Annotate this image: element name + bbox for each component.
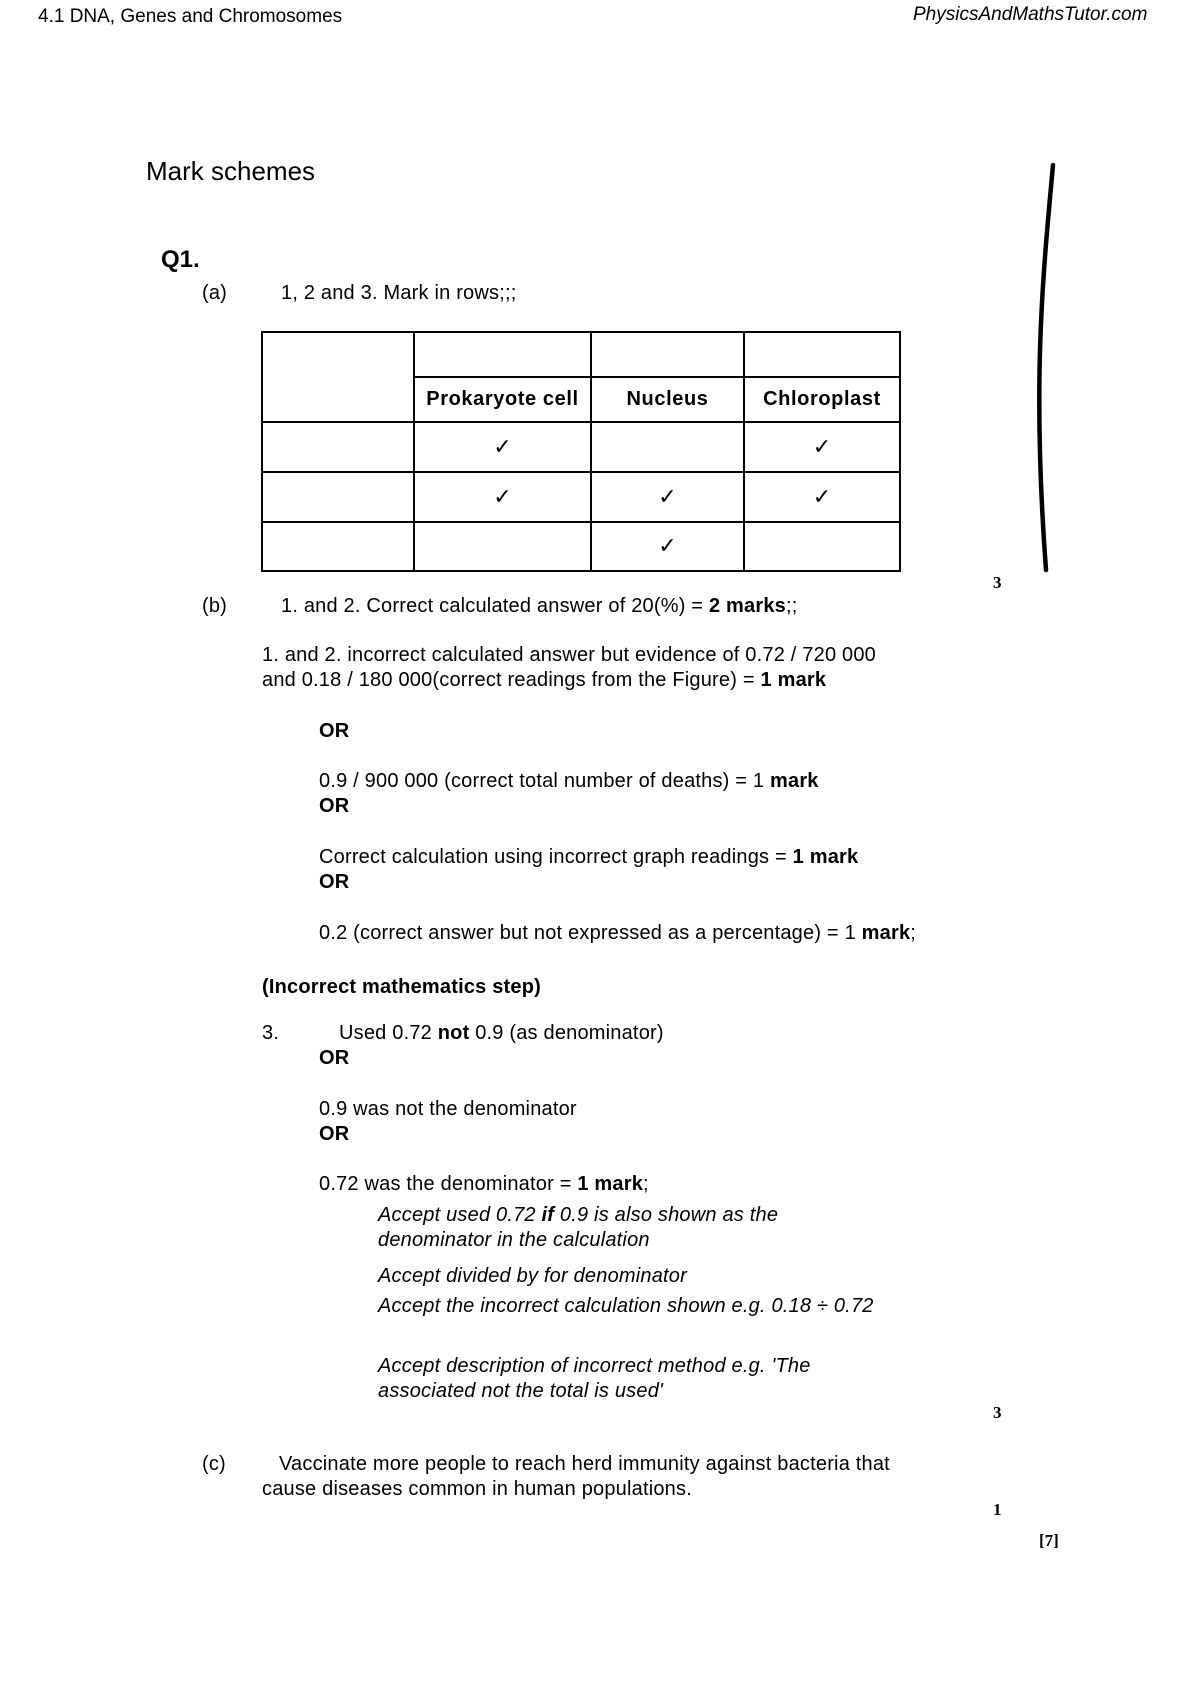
total-marks: [7] [1039,1531,1059,1550]
table-cell [591,422,744,472]
table-row [262,472,900,522]
table-top-cell [591,332,744,377]
table-cell [744,522,900,571]
part-b-para4: 0.2 (correct answer but not expressed as a percentage) = 1 mark; [319,922,917,944]
alt-text-1: 0.9 was not the denominator [319,1098,577,1120]
part-b-line1: 1. and 2. Correct calculated answer of 20(%) = 2 marks;; [281,595,798,617]
part-a-label: (a) [202,282,228,304]
check-icon: ✓ [812,484,832,510]
table-row [262,522,900,571]
part-b-marks: 3 [993,1403,1002,1422]
table-top-cell [744,332,900,377]
table-cell [744,422,900,472]
part-b-para2: 0.9 / 900 000 (correct total number of deaths) = 1 mark [319,770,819,792]
accept-note-2: Accept divided by for denominator [378,1265,687,1287]
part-a-text: 1, 2 and 3. Mark in rows;;; [281,282,517,304]
table-cell [414,522,591,571]
header-left: 4.1 DNA, Genes and Chromosomes [38,6,343,27]
or-label: OR [319,795,350,817]
or-label: OR [319,871,350,893]
part-b-para1: 1. and 2. incorrect calculated answer but evidence of 0.72 / 720 000 and 0.18 / 180 000(correct readings from the Figure) = 1 mark [262,644,876,691]
check-icon: ✓ [493,434,512,460]
table-cell [591,472,744,522]
check-icon: ✓ [658,484,677,510]
table-cell [591,522,744,571]
accept-note-1: Accept used 0.72 if 0.9 is also shown as the denominator in the calculation [378,1204,779,1251]
page-title: Mark schemes [146,156,316,186]
accept-note-4: Accept description of incorrect method e.g. 'The associated not the total is used' [378,1355,811,1402]
table-cell [414,472,591,522]
or-label: OR [319,1047,350,1069]
part-a-marks: 3 [993,573,1002,592]
table-cell [262,522,414,571]
or-label: OR [319,1123,350,1145]
part-b-para3: Correct calculation using incorrect graph readings = 1 mark [319,846,859,868]
step-number: 3. [262,1022,280,1044]
part-c-marks: 1 [993,1500,1002,1519]
alt-text-2: 0.72 was the denominator = 1 mark; [319,1173,649,1195]
check-icon: ✓ [493,484,512,510]
table-top-cell [414,332,591,377]
or-label: OR [319,720,350,742]
table-cell [744,472,900,522]
table-header-chloroplast: Chloroplast [744,377,900,422]
accept-note-3: Accept the incorrect calculation shown e.g. 0.18 ÷ 0.72 [378,1295,874,1317]
table-header-nucleus: Nucleus [591,377,744,422]
table-header-prokaryote: Prokaryote cell [414,377,591,422]
part-c-text: Vaccinate more people to reach herd immunity against bacteria that cause diseases common in human populations. [262,1453,890,1500]
header-right: PhysicsAndMathsTutor.com [913,4,1148,25]
part-b-label: (b) [202,595,228,617]
table-cell [262,472,414,522]
incorrect-step-heading: (Incorrect mathematics step) [262,976,542,998]
check-icon: ✓ [658,534,677,559]
check-icon: ✓ [812,434,832,460]
bracket-line [1030,160,1060,580]
table-cell [414,422,591,472]
step-text: Used 0.72 not 0.9 (as denominator) [339,1022,664,1044]
answer-table [261,331,901,572]
table-cell [262,422,414,472]
question-number: Q1. [161,246,200,273]
table-corner-cell [262,332,414,422]
part-c-label: (c) [202,1453,226,1475]
table-row [262,422,900,472]
